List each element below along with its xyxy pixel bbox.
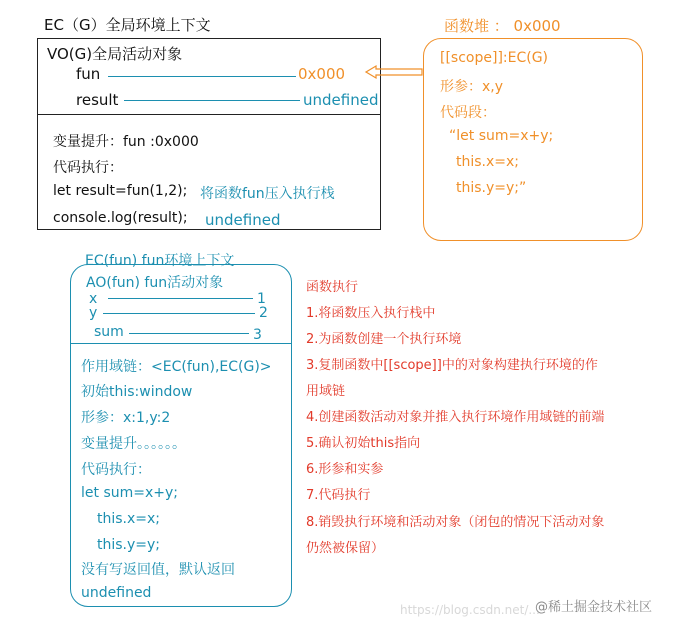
- global-console-line: console.log(result);: [53, 210, 188, 226]
- step-item: 6.形参和实参: [306, 462, 384, 477]
- heap-scope: [[scope]]:EC(G): [440, 50, 549, 66]
- heap-code-line: this.x=x;: [456, 154, 520, 170]
- watermark-url: https://blog.csdn.net/...: [400, 603, 540, 617]
- fun-code-line: let sum=x+y;: [81, 485, 178, 501]
- steps-title: 函数执行: [306, 280, 359, 295]
- ao-var-value: 3: [253, 327, 262, 343]
- step-item: 7.代码执行: [306, 488, 371, 503]
- global-exec-line: let result=fun(1,2);: [53, 183, 188, 199]
- fun-return-value: undefined: [81, 585, 152, 601]
- fun-scope-chain: 作用域链：<EC(fun),EC(G)>: [81, 359, 272, 375]
- fun-hoisting: 变量提升。。。。。。: [81, 436, 186, 452]
- fun-params: 形参：x:1,y:2: [81, 410, 171, 426]
- ao-var-name: y: [89, 305, 98, 321]
- heap-pointer-arrow-icon: [364, 62, 426, 82]
- fun-exec-label: 代码执行：: [81, 462, 151, 478]
- global-exec-label: 代码执行：: [53, 160, 123, 176]
- ao-title: AO(fun) fun活动对象: [86, 275, 224, 291]
- global-context-title: EC（G）全局环境上下文: [44, 16, 211, 34]
- heap-code-line: this.y=y;”: [456, 180, 527, 196]
- vo-result-label: result: [76, 91, 119, 109]
- global-exec-note: 将函数fun压入执行栈: [200, 186, 335, 202]
- heap-params: 形参：x,y: [440, 79, 504, 95]
- fun-code-line: this.x=x;: [97, 511, 161, 527]
- vo-fun-label: fun: [76, 65, 101, 83]
- vo-fun-line: [108, 76, 296, 77]
- global-context-divider: [37, 114, 381, 115]
- fun-this-init: 初始this:window: [81, 384, 193, 400]
- fun-return-note: 没有写返回值，默认返回: [81, 562, 235, 578]
- step-item: 仍然被保留）: [306, 541, 385, 556]
- step-item: 2.为函数创建一个执行环境: [306, 332, 462, 347]
- vo-fun-value: 0x000: [298, 65, 346, 83]
- step-item: 5.确认初始this指向: [306, 436, 421, 451]
- ao-var-name: x: [89, 291, 98, 307]
- ao-var-name: sum: [94, 324, 124, 340]
- vo-result-line: [124, 100, 300, 101]
- ao-var-line: [108, 298, 253, 299]
- step-item: 1.将函数压入执行栈中: [306, 306, 436, 321]
- ao-var-line: [103, 313, 255, 314]
- watermark-brand: @稀土掘金技术社区: [535, 600, 653, 615]
- fun-context-divider: [70, 343, 292, 344]
- global-console-value: undefined: [205, 211, 281, 229]
- heap-code-line: “let sum=x+y;: [449, 128, 554, 144]
- fun-context-title: EC(fun) fun环境上下文: [85, 253, 235, 269]
- ao-var-value: 1: [257, 291, 266, 307]
- step-item: 4.创建函数活动对象并推入执行环境作用域链的前端: [306, 410, 605, 425]
- heap-title: 函数堆 ： 0x000: [444, 17, 561, 35]
- step-item: 用域链: [306, 384, 346, 399]
- vo-result-value: undefined: [303, 91, 379, 109]
- ao-var-value: 2: [259, 305, 268, 321]
- global-hoisting: 变量提升：fun :0x000: [53, 134, 199, 150]
- fun-code-line: this.y=y;: [97, 537, 161, 553]
- step-item: 8.销毁执行环境和活动对象（闭包的情况下活动对象: [306, 515, 605, 530]
- vo-title: VO(G)全局活动对象: [47, 45, 183, 63]
- step-item: 3.复制函数中[[scope]]中的对象构建执行环境的作: [306, 358, 598, 373]
- heap-code-label: 代码段：: [440, 105, 496, 121]
- ao-var-line: [129, 333, 249, 334]
